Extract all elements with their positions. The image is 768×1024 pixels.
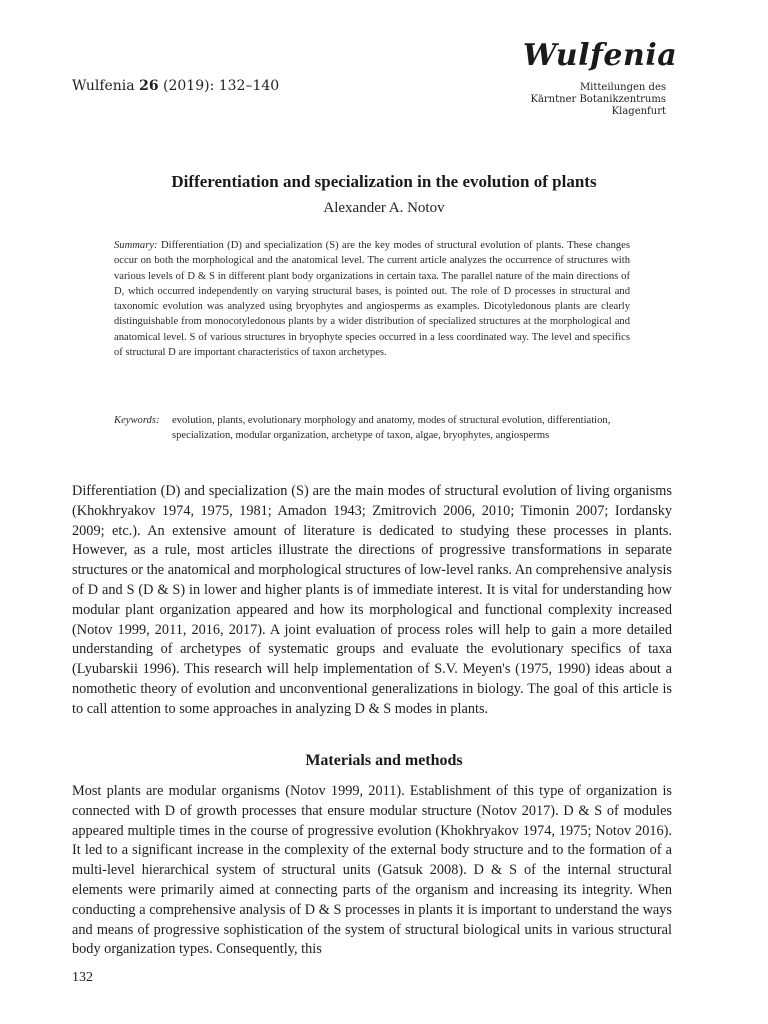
logo-subtitle-line: Kärntner Botanikzentrums (530, 94, 666, 105)
journal-volume: 26 (139, 78, 159, 94)
intro-paragraph: Differentiation (D) and specialization (S) are the main modes of structural evolution of living organisms (Khokhryakov 1974, 1975, 1981; Amadon 1943; Zmitrovich 2006, 2010; Timonin 2007; Iordansky 2009; etc.). An extensive amount of literature is dedicated to studying these processes in plants. However, as a rule, most articles illustrate the directions of progressive transformations in separate structures or the anatomical and morphological structures of low-level ranks. An comprehensive analysis of D and S (D & S) in lower and higher plants is of immediate interest. It is vital for understanding how modular plant organization appeared and how its morphological and functional complexity increased (Notov 1999, 2011, 2016, 2017). A joint evaluation of process roles will help to gain a more detailed understanding of archetypes of systematic groups and evaluate the evolutionary specifics of taxa (Lyubarskii 1996). This research will help implementation of S.V. Meyen's (1975, 1990) ideas about a nomothetic theory of evolution and unconventional generalizations in biology. The goal of this article is to call attention to some approaches in analyzing D & S modes in plants. (72, 483, 672, 717)
keywords-label: Keywords: (114, 415, 160, 426)
journal-name: Wulfenia (72, 78, 135, 94)
keywords-text: evolution, plants, evolutionary morphology and anatomy, modes of structural evolution, differentiation, specialization, modular organization, archetype of taxon, algae, bryophytes, angiosperms (172, 415, 611, 442)
page-number: 132 (72, 970, 93, 985)
logo-subtitle (520, 82, 680, 118)
abstract (114, 238, 630, 360)
journal-reference (72, 78, 279, 94)
article-author: Alexander A. Notov (323, 200, 445, 216)
section-heading: Materials and methods (305, 752, 463, 769)
article-title: Differentiation and specialization in the evolution of plants (171, 172, 597, 191)
methods-paragraph: Most plants are modular organisms (Notov 1999, 2011). Establishment of this type of organization is connected with D of growth processes that ensure modular structure (Notov 2017). D & S of modules appeared multiple times in the course of progressive evolution (Khokhryakov 1974, 1975; Notov 2016). It led to a significant increase in the complexity of the external body structure and to the formation of a multi-level hierarchical system of structural units (Gatsuk 2008). D & S of the internal structural elements were primarily aimed at connecting parts of the organism and increasing its integrity. When conducting a comprehensive analysis of D & S processes in plants it is important to understand the ways and means of progressive sophistication of the system of structural biological units in various structural body organization types. Consequently, this (72, 783, 672, 958)
summary-text: Differentiation (D) and specialization (S) are the key modes of structural evolution of plants. These changes occur on both the morphological and the anatomical level. The current article analyzes the occurrence of structures with various levels of D & S in different plant body organizations in certain taxa. The parallel nature of the main directions of D, which occurred independently on varying structural bases, is pointed out. The role of D processes in structural and taxonomic evolution was analyzed using bryophytes and angiosperms as examples. Dicotyledonous plants are clearly distinguishable from monocotyledonous plants by a wider distribution of specialized structures at the morphological and anatomical level. S of various structures in bryophyte species occurred in a less coordinated way. The level and specifics of structural D are important characteristics of taxon archetypes. (114, 240, 630, 359)
journal-year-pages: (2019): 132–140 (163, 78, 280, 94)
logo-subtitle-line: Mitteilungen des (579, 82, 666, 93)
summary-label: Summary: (114, 240, 158, 251)
journal-logo (520, 38, 680, 118)
logo-wordmark: Wulfenia (522, 38, 678, 73)
keywords (114, 413, 630, 444)
logo-subtitle-line: Klagenfurt (611, 106, 666, 117)
